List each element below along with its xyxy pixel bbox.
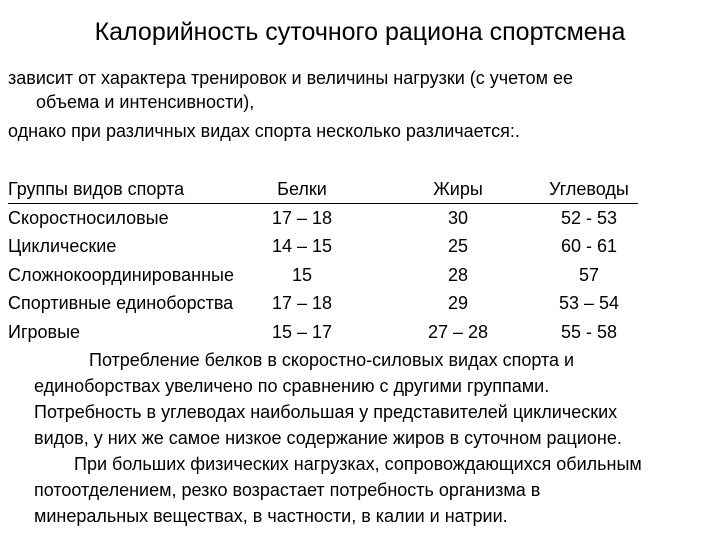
paragraph1-line-2: единоборствах увеличено по сравнению с другими группами. <box>34 376 550 396</box>
row-proteins: 15 <box>291 264 313 285</box>
table-header-row <box>8 175 638 204</box>
paragraph2-line-2: потоотделением, резко возрастает потребность организма в <box>34 480 541 500</box>
table-row <box>8 289 708 318</box>
intro-text <box>8 66 708 143</box>
paragraph2-line-3: минеральных веществах, в частности, в калии и натрии. <box>34 506 508 526</box>
row-fats: 29 <box>447 293 469 314</box>
row-proteins: 15 – 17 <box>271 321 333 342</box>
row-carbs: 52 - 53 <box>560 207 618 228</box>
row-fats: 30 <box>447 207 469 228</box>
row-sport-group: Скоростносиловые <box>8 207 169 228</box>
header-proteins: Белки <box>277 179 327 199</box>
table-row <box>8 261 708 290</box>
row-sport-group: Спортивные единоборства <box>8 293 234 314</box>
row-carbs: 60 - 61 <box>560 236 618 257</box>
header-fats: Жиры <box>433 179 483 199</box>
intro-line-2: объема и интенсивности), <box>36 92 255 112</box>
row-fats: 27 – 28 <box>427 321 489 342</box>
intro-line-3: однако при различных видах спорта несколько различается:. <box>8 121 520 141</box>
intro-line-1: зависит от характера тренировок и величины нагрузки (с учетом ее <box>8 68 573 88</box>
table-row <box>8 318 708 347</box>
paragraph1-line-1: Потребление белков в скоростно-силовых видах спорта и <box>89 350 575 370</box>
paragraph1-line-3: Потребность в углеводах наибольшая у представителей циклических <box>34 402 618 422</box>
row-fats: 25 <box>447 236 469 257</box>
paragraph-minerals <box>34 451 718 529</box>
paragraph2-line-1: При больших физических нагрузках, сопровождающихся обильным <box>74 454 642 474</box>
table-row <box>8 204 708 233</box>
row-proteins: 17 – 18 <box>271 207 333 228</box>
row-carbs: 53 – 54 <box>558 293 620 314</box>
row-carbs: 57 <box>578 264 600 285</box>
header-carbs: Углеводы <box>549 179 629 199</box>
paragraph1-line-4: видов, у них же самое низкое содержание жиров в суточном рационе. <box>34 428 622 448</box>
header-sport-groups: Группы видов спорта <box>8 179 185 199</box>
row-sport-group: Сложнокоординированные <box>8 264 234 285</box>
table-row <box>8 232 708 261</box>
paragraph-proteins-carbs <box>34 347 718 451</box>
row-proteins: 17 – 18 <box>271 293 333 314</box>
calorie-table <box>8 175 708 347</box>
row-carbs: 55 - 58 <box>560 321 618 342</box>
row-sport-group: Игровые <box>8 321 81 342</box>
slide-title: Калорийность суточного рациона спортсмена <box>94 18 626 46</box>
row-sport-group: Циклические <box>8 236 117 257</box>
row-proteins: 14 – 15 <box>271 236 333 257</box>
row-fats: 28 <box>447 264 469 285</box>
